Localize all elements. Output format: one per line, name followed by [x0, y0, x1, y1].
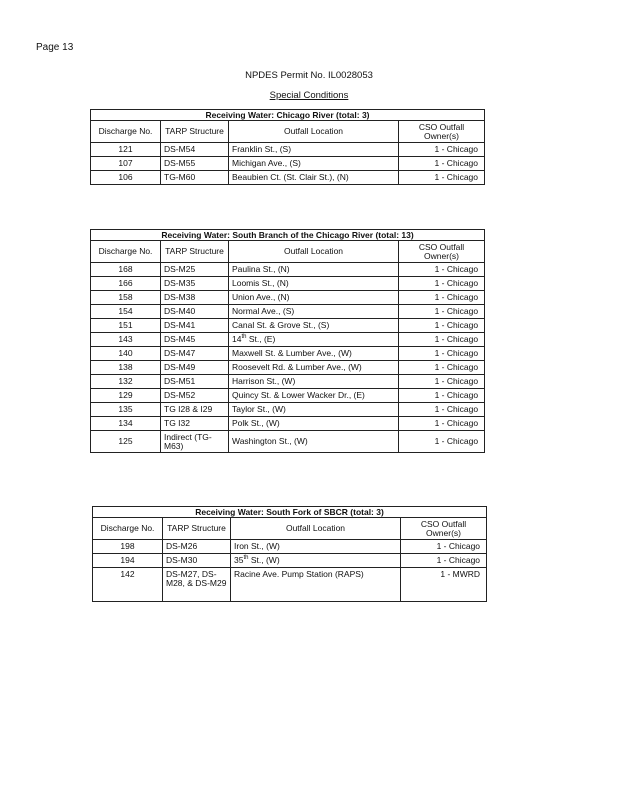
tarp-structure: DS-M54: [161, 143, 229, 157]
header-discharge: Discharge No.: [93, 518, 163, 540]
discharge-no: 168: [91, 263, 161, 277]
owner: 1 - Chicago: [399, 431, 485, 453]
outfall-location: Taylor St., (W): [229, 403, 399, 417]
outfall-location: Harrison St., (W): [229, 375, 399, 389]
tarp-structure: TG I32: [161, 417, 229, 431]
discharge-no: 142: [93, 568, 163, 602]
table-row: [91, 291, 485, 305]
table-row: [91, 403, 485, 417]
outfall-location: Iron St., (W): [231, 540, 401, 554]
tarp-structure: DS-M55: [161, 157, 229, 171]
discharge-no: 138: [91, 361, 161, 375]
owner: 1 - Chicago: [399, 171, 485, 185]
section-heading: Special Conditions: [269, 90, 349, 101]
table-row: [91, 263, 485, 277]
header-discharge: Discharge No.: [91, 121, 161, 143]
discharge-no: 106: [91, 171, 161, 185]
tarp-structure: DS-M40: [161, 305, 229, 319]
discharge-no: 143: [91, 333, 161, 347]
ordinal-suffix: th: [241, 334, 247, 341]
table-row: [91, 157, 485, 171]
south-branch-table: [90, 229, 485, 453]
discharge-no: 194: [93, 554, 163, 568]
table-row: [93, 554, 487, 568]
outfall-location: Loomis St., (N): [229, 277, 399, 291]
location-number: 14: [232, 334, 242, 344]
tarp-structure: DS-M41: [161, 319, 229, 333]
discharge-no: 132: [91, 375, 161, 389]
table-row: [93, 540, 487, 554]
table-row: [91, 375, 485, 389]
discharge-no: 198: [93, 540, 163, 554]
discharge-no: 107: [91, 157, 161, 171]
discharge-no: 166: [91, 277, 161, 291]
tarp-structure: TG I28 & I29: [161, 403, 229, 417]
owner: 1 - Chicago: [399, 157, 485, 171]
outfall-location: Beaubien Ct. (St. Clair St.), (N): [229, 171, 399, 185]
owner: 1 - Chicago: [399, 291, 485, 305]
owner: 1 - MWRD: [401, 568, 487, 602]
tarp-structure: DS-M38: [161, 291, 229, 305]
header-discharge: Discharge No.: [91, 241, 161, 263]
outfall-location: Roosevelt Rd. & Lumber Ave., (W): [229, 361, 399, 375]
owner: 1 - Chicago: [399, 417, 485, 431]
outfall-location: Franklin St., (S): [229, 143, 399, 157]
tarp-structure: DS-M26: [163, 540, 231, 554]
table-row: [91, 319, 485, 333]
header-location: Outfall Location: [229, 121, 399, 143]
owner: 1 - Chicago: [399, 375, 485, 389]
location-number: 35: [234, 555, 244, 565]
tarp-structure: DS-M35: [161, 277, 229, 291]
outfall-location: [229, 333, 399, 347]
owner: 1 - Chicago: [399, 333, 485, 347]
header-location: Outfall Location: [231, 518, 401, 540]
ordinal-suffix: th: [243, 555, 249, 562]
tarp-structure: DS-M30: [163, 554, 231, 568]
tarp-structure: DS-M27, DS-M28, & DS-M29: [163, 568, 231, 602]
table-title: Receiving Water: Chicago River (total: 3): [91, 110, 485, 121]
table-row: [91, 389, 485, 403]
owner: 1 - Chicago: [399, 305, 485, 319]
tarp-structure: DS-M45: [161, 333, 229, 347]
discharge-no: 135: [91, 403, 161, 417]
header-tarp: TARP Structure: [161, 241, 229, 263]
outfall-location: Quincy St. & Lower Wacker Dr., (E): [229, 389, 399, 403]
header-tarp: TARP Structure: [163, 518, 231, 540]
discharge-no: 158: [91, 291, 161, 305]
header-owner: CSO Outfall Owner(s): [399, 241, 485, 263]
owner: 1 - Chicago: [399, 277, 485, 291]
owner: 1 - Chicago: [399, 347, 485, 361]
discharge-no: 140: [91, 347, 161, 361]
owner: 1 - Chicago: [399, 389, 485, 403]
page-number: Page 13: [36, 42, 74, 53]
outfall-location: Racine Ave. Pump Station (RAPS): [231, 568, 401, 602]
header-owner: CSO Outfall Owner(s): [399, 121, 485, 143]
table-row: [91, 305, 485, 319]
tarp-structure: TG-M60: [161, 171, 229, 185]
south-fork-table: [92, 506, 487, 602]
location-street: St., (W): [248, 555, 280, 565]
permit-number: NPDES Permit No. IL0028053: [245, 70, 373, 81]
owner: 1 - Chicago: [399, 319, 485, 333]
header-owner: CSO Outfall Owner(s): [401, 518, 487, 540]
table-row: [91, 333, 485, 347]
header-location: Outfall Location: [229, 241, 399, 263]
tarp-structure: DS-M52: [161, 389, 229, 403]
table-row: [93, 568, 487, 602]
discharge-no: 129: [91, 389, 161, 403]
table-row: [91, 431, 485, 453]
table-title: Receiving Water: South Branch of the Chicago River (total: 13): [91, 230, 485, 241]
table-row: [91, 277, 485, 291]
tarp-structure: DS-M25: [161, 263, 229, 277]
header-tarp: TARP Structure: [161, 121, 229, 143]
owner: 1 - Chicago: [399, 143, 485, 157]
tarp-structure: DS-M49: [161, 361, 229, 375]
owner: 1 - Chicago: [399, 403, 485, 417]
outfall-location: Polk St., (W): [229, 417, 399, 431]
discharge-no: 121: [91, 143, 161, 157]
outfall-location: Paulina St., (N): [229, 263, 399, 277]
outfall-location: Normal Ave., (S): [229, 305, 399, 319]
owner: 1 - Chicago: [399, 361, 485, 375]
table-title: Receiving Water: South Fork of SBCR (total: 3): [93, 507, 487, 518]
discharge-no: 125: [91, 431, 161, 453]
discharge-no: 134: [91, 417, 161, 431]
owner: 1 - Chicago: [399, 263, 485, 277]
owner: 1 - Chicago: [401, 540, 487, 554]
discharge-no: 154: [91, 305, 161, 319]
outfall-location: [231, 554, 401, 568]
table-row: [91, 417, 485, 431]
tarp-structure: DS-M51: [161, 375, 229, 389]
discharge-no: 151: [91, 319, 161, 333]
chicago-river-table: [90, 109, 485, 185]
tarp-structure: Indirect (TG-M63): [161, 431, 229, 453]
table-row: [91, 347, 485, 361]
table-row: [91, 171, 485, 185]
outfall-location: Canal St. & Grove St., (S): [229, 319, 399, 333]
outfall-location: Michigan Ave., (S): [229, 157, 399, 171]
outfall-location: Maxwell St. & Lumber Ave., (W): [229, 347, 399, 361]
table-row: [91, 143, 485, 157]
owner: 1 - Chicago: [401, 554, 487, 568]
outfall-location: Union Ave., (N): [229, 291, 399, 305]
location-street: St., (E): [246, 334, 276, 344]
table-row: [91, 361, 485, 375]
tarp-structure: DS-M47: [161, 347, 229, 361]
outfall-location: Washington St., (W): [229, 431, 399, 453]
